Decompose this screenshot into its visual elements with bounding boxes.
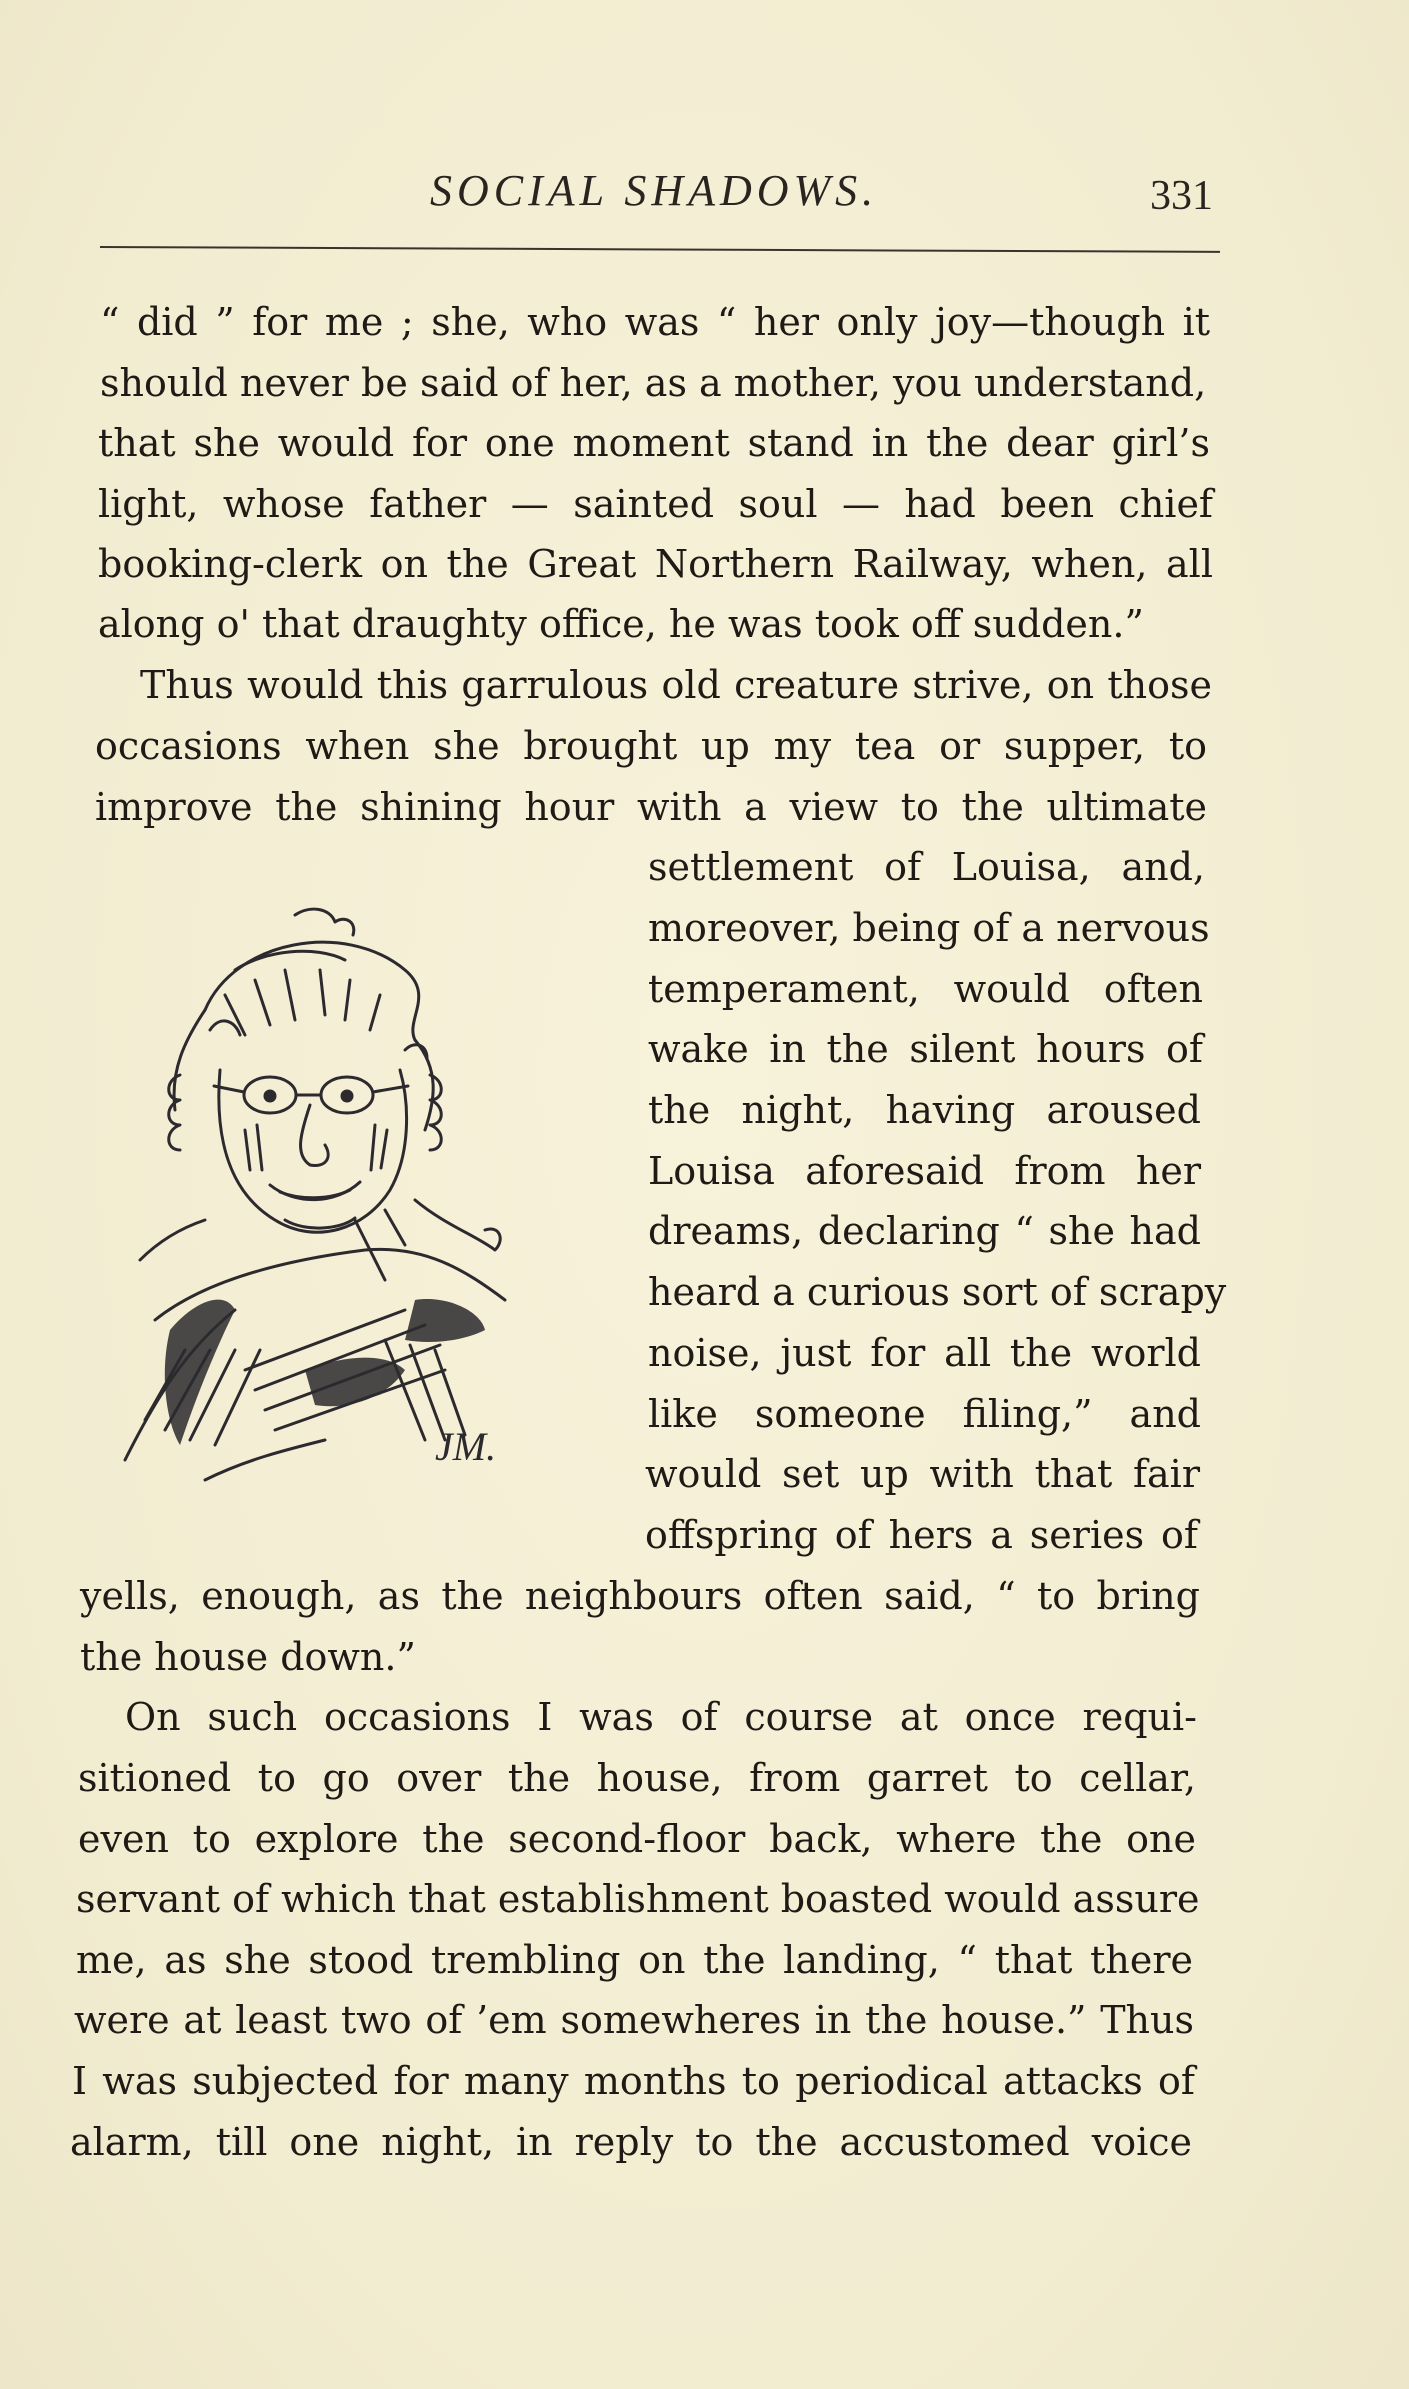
text-line: “ did ” for me ; she, who was “ her only joy—though it — [100, 300, 1210, 344]
text-line: improve the shining hour with a view to the ultimate — [95, 785, 1207, 829]
text-line: yells, enough, as the neighbours often said, “ to bring — [80, 1574, 1200, 1618]
text-line: like someone filing,” and — [648, 1392, 1201, 1436]
text-line: sitioned to go over the house, from garret to cellar, — [78, 1756, 1196, 1800]
header-rule — [100, 246, 1220, 253]
text-line: the house down.” — [80, 1635, 416, 1679]
text-line: that she would for one moment stand in the dear girl’s — [98, 421, 1210, 465]
text-line: servant of which that establishment boasted would assure — [76, 1877, 1200, 1921]
text-line: booking-clerk on the Great Northern Railway, when, all — [98, 542, 1213, 586]
text-line: alarm, till one night, in reply to the accustomed voice — [70, 2120, 1192, 2164]
text-line: occasions when she brought up my tea or supper, to — [95, 724, 1207, 768]
text-line: On such occasions I was of course at once requi- — [125, 1695, 1197, 1739]
text-line: were at least two of ’em somewheres in the house.” Thus — [74, 1998, 1194, 2042]
text-line: offspring of hers a series of — [645, 1513, 1198, 1557]
text-line: wake in the silent hours of — [648, 1027, 1203, 1071]
text-line: I was subjected for many months to periodical attacks of — [72, 2059, 1195, 2103]
text-line: noise, just for all the world — [648, 1331, 1201, 1375]
old-woman-illustration — [85, 900, 605, 1520]
text-line: would set up with that fair — [645, 1452, 1200, 1496]
text-line: moreover, being of a nervous — [648, 906, 1210, 950]
text-line: along o' that draughty office, he was took off sudden.” — [98, 602, 1144, 646]
text-line: Thus would this garrulous old creature strive, on those — [140, 663, 1212, 707]
text-line: temperament, would often — [648, 967, 1203, 1011]
page-number: 331 — [1150, 173, 1213, 219]
text-line: Louisa aforesaid from her — [648, 1149, 1201, 1193]
text-line: settlement of Louisa, and, — [648, 845, 1205, 889]
text-line: even to explore the second-floor back, where the one — [78, 1817, 1196, 1861]
text-line: light, whose father — sainted soul — had been chief — [98, 482, 1213, 526]
text-line: heard a curious sort of scrapy — [648, 1270, 1227, 1314]
text-line: me, as she stood trembling on the landing, “ that there — [76, 1938, 1193, 1982]
running-head: SOCIAL SHADOWS. — [430, 166, 879, 215]
text-line: should never be said of her, as a mother, you understand, — [100, 361, 1207, 405]
text-line: the night, having aroused — [648, 1088, 1201, 1132]
text-line: dreams, declaring “ she had — [648, 1209, 1201, 1253]
artist-signature: JM. — [435, 1424, 497, 1469]
